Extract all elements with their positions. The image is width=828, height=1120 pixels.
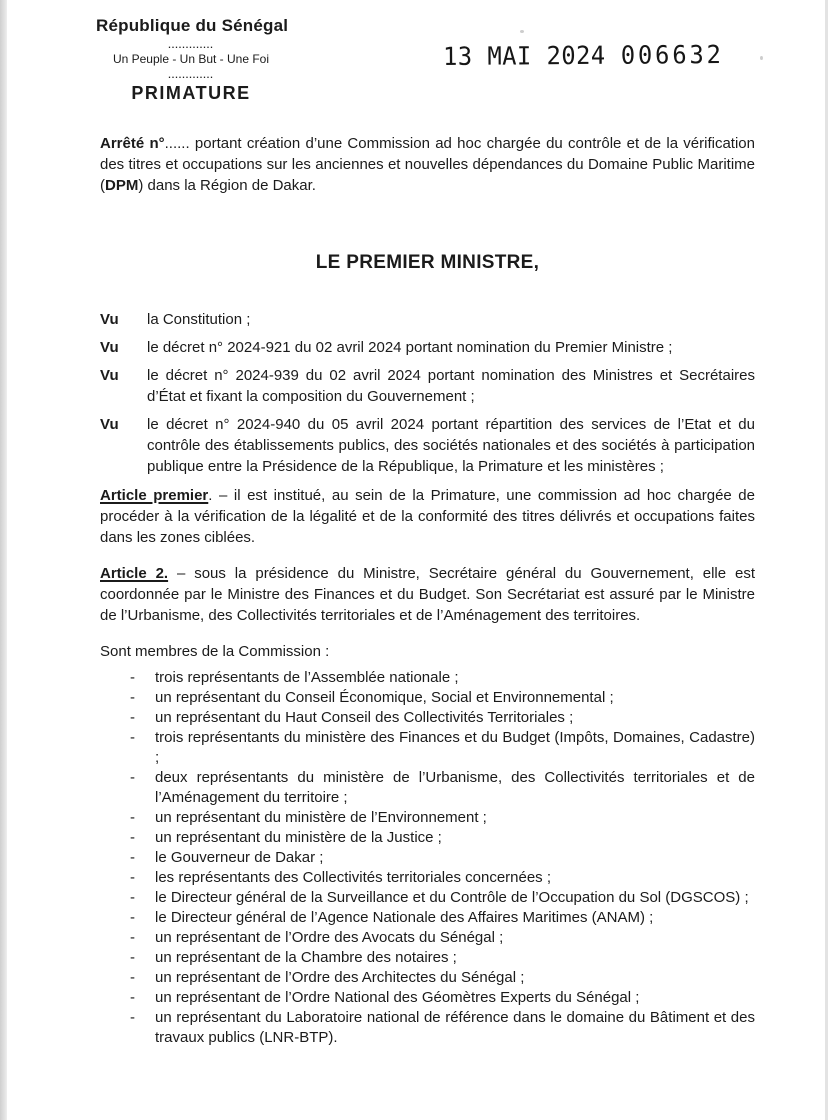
vu-text: le décret n° 2024-939 du 02 avril 2024 portant nomination des Ministres et Secrétaires d’État et fixant la composition du Gouvernement ; — [147, 367, 755, 405]
list-item — [130, 828, 755, 848]
list-item-dash: - — [130, 709, 135, 726]
list-item-text: un représentant du ministère de la Justice ; — [155, 829, 442, 846]
list-item-dash: - — [130, 1009, 135, 1026]
list-item — [130, 768, 755, 808]
members-list — [100, 668, 755, 1048]
list-item — [130, 968, 755, 988]
list-item-dash: - — [130, 809, 135, 826]
list-item — [130, 868, 755, 888]
vu-text: la Constitution ; — [147, 311, 251, 328]
list-item — [130, 988, 755, 1008]
list-item-text: un représentant de l’Ordre des Avocats du Sénégal ; — [155, 929, 504, 946]
list-item-dash: - — [130, 969, 135, 986]
list-item-text: un représentant de l’Ordre National des Géomètres Experts du Sénégal ; — [155, 989, 640, 1006]
stamp-number: 006632 — [620, 39, 724, 70]
subject-body: portant création d’une Commission ad hoc chargée du contrôle et de la vérification des titres et occupations sur les anciennes et nouvelles dépendances du Domaine Public Maritime ( — [100, 135, 755, 194]
letterhead-motto: Un Peuple - Un But - Une Foi — [112, 52, 270, 66]
list-item-dash: - — [130, 949, 135, 966]
list-item-dash: - — [130, 769, 135, 786]
article-text: il est institué, au sein de la Primature, une commission ad hoc chargée de procéder à la vérification de la légalité et de la conformité des titres délivrés et occupations faites dans les zones ciblées. — [100, 487, 755, 546]
members-intro: Sont membres de la Commission : — [100, 643, 330, 660]
list-item-dash: - — [130, 829, 135, 846]
letterhead-separator: ............. — [168, 70, 214, 80]
scan-speck — [760, 56, 763, 60]
list-item — [130, 848, 755, 868]
decree-subject — [100, 133, 755, 196]
list-item-text: un représentant du Laboratoire national de référence dans le domaine du Bâtiment et des travaux publics (LNR-BTP). — [155, 1009, 755, 1046]
article-separator: – — [168, 565, 195, 582]
document-body — [100, 133, 755, 1048]
scan-speck — [520, 30, 524, 33]
list-item-dash: - — [130, 889, 135, 906]
subject-dotted-blank: ...... — [164, 135, 190, 152]
list-item-text: les représentants des Collectivités territoriales concernées ; — [155, 869, 552, 886]
article-lead: Article 2. — [100, 565, 169, 582]
list-item-text: un représentant du Conseil Économique, Social et Environnemental ; — [155, 689, 614, 706]
letterhead-institution: PRIMATURE — [131, 83, 251, 103]
article-lead: Article premier — [100, 487, 209, 504]
stamp-date: 13 MAI 2024 — [443, 40, 606, 71]
list-item — [130, 948, 755, 968]
list-item-dash: - — [130, 689, 135, 706]
list-item — [130, 888, 755, 908]
list-item-text: deux représentants du ministère de l’Urbanisme, des Collectivités territoriales et de l’Aménagement du territoire ; — [155, 769, 755, 806]
list-item — [130, 688, 755, 708]
list-item-text: un représentant de l’Ordre des Architectes du Sénégal ; — [155, 969, 525, 986]
list-item-text: un représentant du ministère de l’Environnement ; — [155, 809, 487, 826]
subject-acronym: DPM — [105, 177, 139, 194]
issuer-heading: LE PREMIER MINISTRE, — [315, 252, 540, 273]
list-item-text: un représentant du Haut Conseil des Collectivités Territoriales ; — [155, 709, 574, 726]
list-item-dash: - — [130, 729, 135, 746]
vu-label: Vu — [100, 367, 119, 384]
vu-text: le décret n° 2024-921 du 02 avril 2024 portant nomination du Premier Ministre ; — [147, 339, 673, 356]
list-item-dash: - — [130, 929, 135, 946]
list-item — [130, 708, 755, 728]
vu-clause — [100, 365, 755, 407]
registration-stamp — [443, 40, 724, 71]
list-item — [130, 928, 755, 948]
vu-clause — [100, 414, 755, 477]
list-item-dash: - — [130, 869, 135, 886]
list-item — [130, 1008, 755, 1048]
article-separator: . – — [208, 487, 234, 504]
subject-tail: ) dans la Région de Dakar. — [138, 177, 316, 194]
letterhead — [96, 16, 289, 104]
vu-clauses — [100, 309, 755, 477]
article-paragraph — [100, 485, 755, 548]
list-item-dash: - — [130, 989, 135, 1006]
articles — [100, 485, 755, 626]
list-item — [130, 668, 755, 688]
letterhead-separator: ............. — [168, 40, 214, 50]
list-item — [130, 808, 755, 828]
list-item — [130, 728, 755, 768]
list-item — [130, 908, 755, 928]
list-item-dash: - — [130, 909, 135, 926]
letterhead-country: République du Sénégal — [96, 16, 289, 35]
list-item-dash: - — [130, 849, 135, 866]
subject-lead: Arrêté n° — [100, 135, 165, 152]
article-paragraph — [100, 563, 755, 626]
vu-clause — [100, 309, 755, 330]
list-item-text: le Directeur général de l’Agence Nationale des Affaires Maritimes (ANAM) ; — [155, 909, 654, 926]
vu-label: Vu — [100, 416, 119, 433]
list-item-text: trois représentants de l’Assemblée nationale ; — [155, 669, 459, 686]
list-item-text: le Directeur général de la Surveillance et du Contrôle de l’Occupation du Sol (DGSCOS) ; — [155, 889, 749, 906]
list-item-text: trois représentants du ministère des Finances et du Budget (Impôts, Domaines, Cadastre) ; — [155, 729, 755, 766]
list-item-dash: - — [130, 669, 135, 686]
scan-edge-left — [0, 0, 7, 1120]
article-text: sous la présidence du Ministre, Secrétaire général du Gouvernement, elle est coordonnée par le Ministre des Finances et du Budget. Son Secrétariat est assuré par le Ministre de l’Urbanisme, des Collectivités territoriales et de l’Aménagement des territoires. — [100, 565, 755, 624]
vu-clause — [100, 337, 755, 358]
list-item-text: un représentant de la Chambre des notaires ; — [155, 949, 457, 966]
list-item-text: le Gouverneur de Dakar ; — [155, 849, 324, 866]
vu-text: le décret n° 2024-940 du 05 avril 2024 portant répartition des services de l’Etat et du contrôle des établissements publics, des sociétés nationales et des sociétés à participation publique entre la Présidence de la République, la Primature et les ministères ; — [147, 416, 755, 475]
vu-label: Vu — [100, 339, 119, 356]
vu-label: Vu — [100, 311, 119, 328]
